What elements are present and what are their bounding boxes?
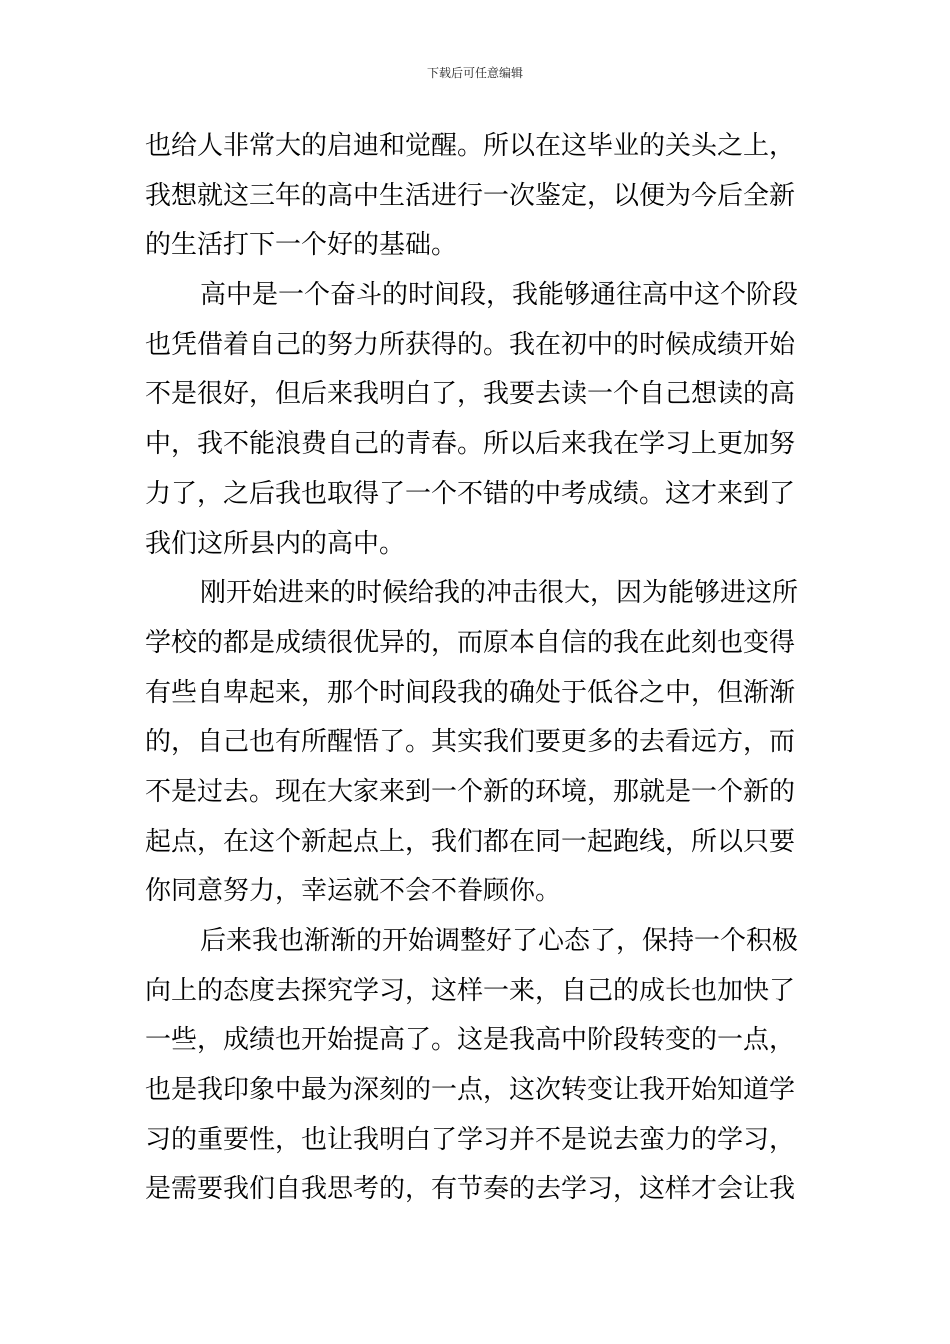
text-line: 刚开始进来的时候给我的冲击很大，因为能够进这所 [200, 578, 799, 609]
text-line: 不是很好，但后来我明白了，我要去读一个自己想读的高 [145, 379, 796, 410]
text-line: 高中是一个奋斗的时间段，我能够通往高中这个阶段 [200, 280, 799, 311]
text-line: 学校的都是成绩很优异的，而原本自信的我在此刻也变得 [145, 627, 796, 658]
page-header: 下载后可任意编辑 [426, 66, 523, 80]
text-line: 也给人非常大的启迪和觉醒。所以在这毕业的关头之上， [145, 131, 796, 161]
text-line: 不是过去。现在大家来到一个新的环境，那就是一个新的 [145, 776, 796, 807]
text-line: 是需要我们自我思考的，有节奏的去学习，这样才会让我 [145, 1174, 796, 1205]
text-line: 习的重要性，也让我明白了学习并不是说去蛮力的学习， [145, 1124, 796, 1155]
text-line: 有些自卑起来，那个时间段我的确处于低谷之中，但渐渐 [145, 677, 796, 708]
text-line: 力了，之后我也取得了一个不错的中考成绩。这才来到了 [145, 478, 796, 509]
text-line: 后来我也渐渐的开始调整好了心态了，保持一个积极 [200, 926, 799, 956]
text-line: 的生活打下一个好的基础。 [145, 230, 458, 261]
text-line: 也是我印象中最为深刻的一点，这次转变让我开始知道学 [145, 1075, 796, 1106]
text-line: 一些，成绩也开始提高了。这是我高中阶段转变的一点， [145, 1025, 796, 1056]
document-body [145, 122, 815, 1215]
text-line: 的，自己也有所醒悟了。其实我们要更多的去看远方，而 [145, 727, 796, 758]
paragraph [145, 271, 815, 569]
text-line: 我们这所县内的高中。 [145, 528, 406, 559]
text-line: 也凭借着自己的努力所获得的。我在初中的时候成绩开始 [145, 329, 796, 360]
text-line: 我想就这三年的高中生活进行一次鉴定，以便为今后全新 [145, 180, 796, 211]
text-line: 中，我不能浪费自己的青春。所以后来我在学习上更加努 [145, 429, 796, 460]
paragraph [145, 122, 815, 271]
paragraph [145, 569, 815, 917]
text-line: 你同意努力，幸运就不会不眷顾你。 [145, 876, 562, 907]
text-line: 起点，在这个新起点上，我们都在同一起跑线，所以只要 [145, 826, 796, 857]
text-line: 向上的态度去探究学习，这样一来，自己的成长也加快了 [145, 975, 796, 1006]
paragraph [145, 917, 815, 1215]
